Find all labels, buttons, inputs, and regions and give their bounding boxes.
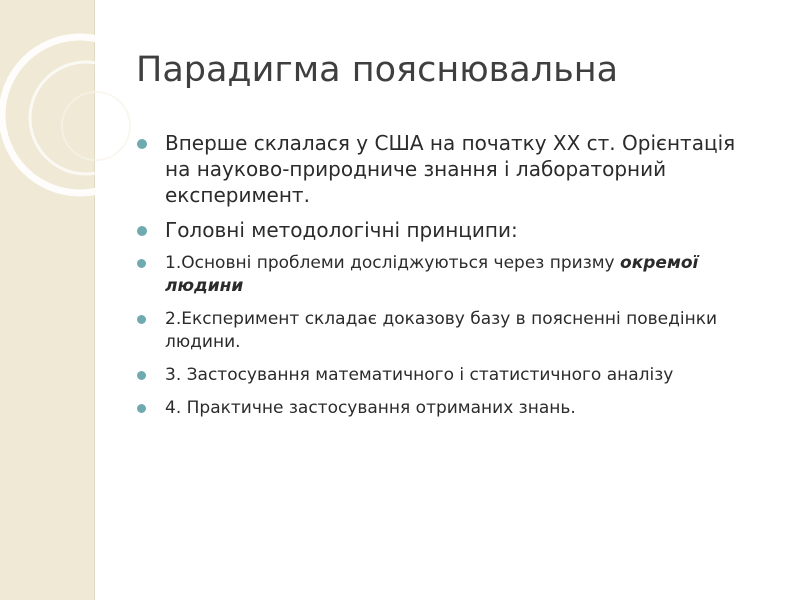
list-item bbox=[135, 308, 755, 354]
list-item bbox=[135, 397, 755, 420]
slide-title: Парадигма пояснювальна bbox=[136, 50, 619, 90]
bullet-dot-icon bbox=[137, 404, 146, 413]
bullet-text: Вперше склалася у США на початку XX ст. Орієнтація на науково-природниче знання і лабораторний експеримент. bbox=[165, 131, 736, 207]
bullet-text: Головні методологічні принципи: bbox=[165, 218, 518, 242]
bullet-dot-icon bbox=[137, 315, 146, 324]
bullet-text: 3. Застосування математичного і статистичного аналізу bbox=[165, 365, 674, 385]
bullet-dot-icon bbox=[137, 259, 146, 268]
bullet-dot-icon bbox=[137, 371, 146, 380]
list-item bbox=[135, 217, 755, 243]
bullet-text: 4. Практичне застосування отриманих знань. bbox=[165, 398, 576, 418]
bullet-dot-icon bbox=[137, 139, 147, 149]
bullet-text: 2.Експеримент складає доказову базу в поясненні поведінки людини. bbox=[165, 309, 718, 352]
list-item bbox=[135, 252, 755, 298]
bullet-text: 1.Основні проблеми досліджуються через призму bbox=[165, 253, 621, 273]
bullet-dot-icon bbox=[137, 226, 147, 236]
list-item bbox=[135, 130, 755, 208]
bullet-emphasis: окремої людини bbox=[165, 253, 699, 296]
bullet-list bbox=[135, 130, 755, 430]
list-item bbox=[135, 364, 755, 387]
